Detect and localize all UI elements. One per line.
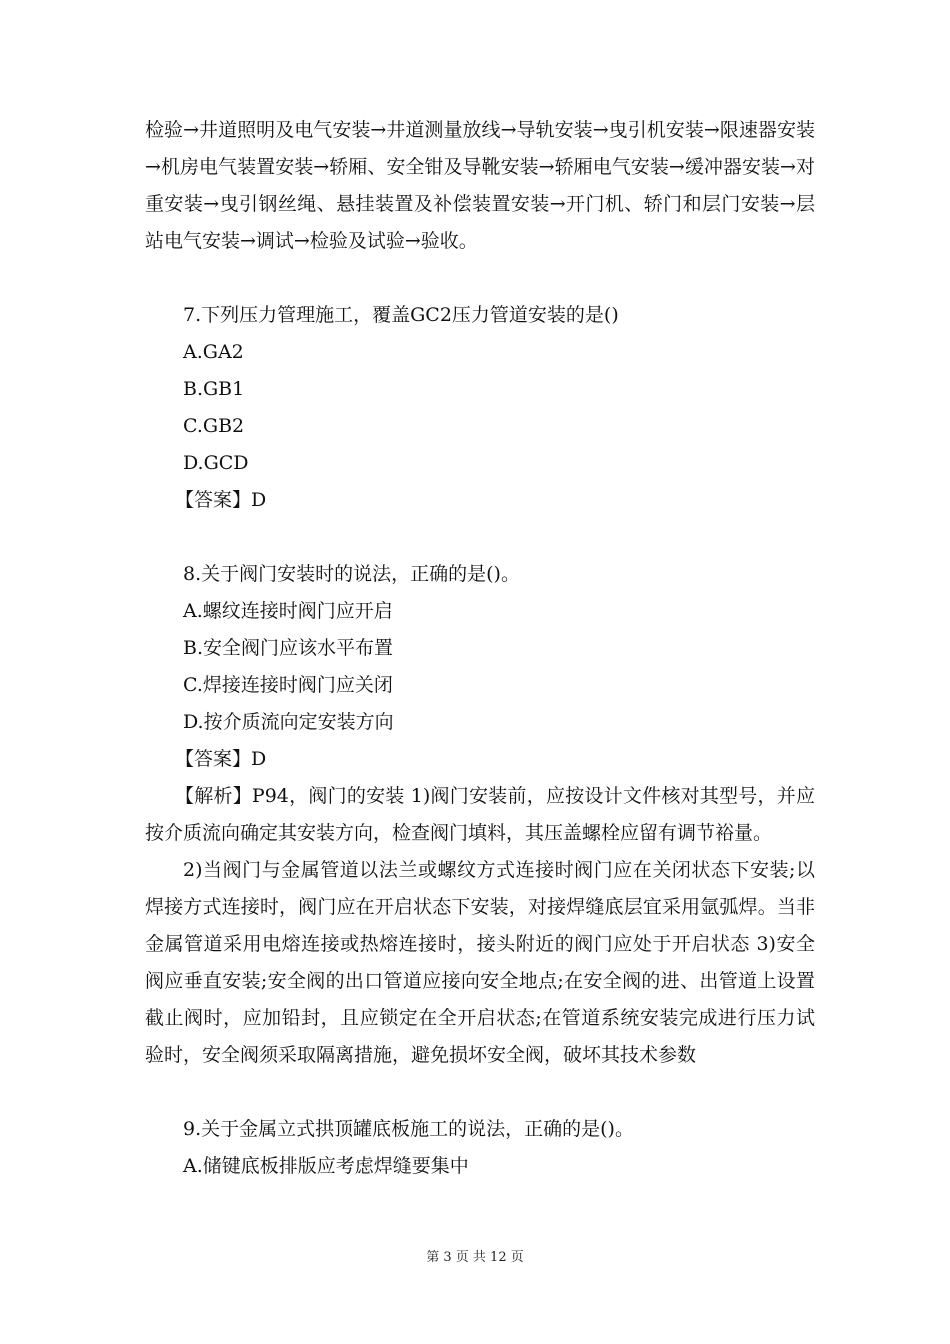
q7-option-a: A.GA2	[183, 341, 244, 363]
q7-option-c: C.GB2	[183, 415, 245, 437]
spacer	[145, 1074, 815, 1111]
page-content	[145, 112, 815, 1185]
q8-option-a: A.螺纹连接时阀门应开启	[183, 600, 393, 622]
q8-question: 8.关于阀门安装时的说法，正确的是()。	[183, 563, 520, 585]
q9-question: 9.关于金属立式拱顶罐底板施工的说法，正确的是()。	[183, 1118, 634, 1140]
q8-answer: 【答案】D	[175, 748, 267, 770]
spacer	[145, 519, 815, 556]
q8-option-d: D.按介质流向定安装方向	[183, 711, 394, 733]
q7-answer: 【答案】D	[175, 489, 267, 511]
q8-option-c: C.焊接连接时阀门应关闭	[183, 674, 393, 696]
q8-option-b: B.安全阀门应该水平布置	[183, 637, 394, 659]
q7-option-d: D.GCD	[183, 452, 249, 474]
q8-analysis-2: 2)当阀门与金属管道以法兰或螺纹方式连接时阀门应在关闭状态下安装;以焊接方式连接时，阀门应在开启状态下安装，对接焊缝底层宜采用氩弧焊。当非金属管道采用电熔连接或热熔连接时，接头附近的阀门应处于开启状态 3)安全阀应垂直安装;安全阀的出口管道应接向安全地点;在安全阀的进、出管道上设置截止阀时，应加铅封，且应锁定在全开启状态;在管道系统安装完成进行压力试验时，安全阀须采取隔离措施，避免损坏安全阀，破坏其技术参数	[145, 859, 815, 1066]
q7-option-b: B.GB1	[183, 378, 245, 400]
intro-paragraph: 检验→井道照明及电气安装→井道测量放线→导轨安装→曳引机安装→限速器安装→机房电气装置安装→轿厢、安全钳及导靴安装→轿厢电气安装→缓冲器安装→对重安装→曳引钢丝绳、悬挂装置及补偿装置安装→开门机、轿门和层门安装→层站电气安装→调试→检验及试验→验收。	[145, 119, 815, 252]
q9-option-a: A.储键底板排版应考虑焊缝要集中	[183, 1155, 469, 1177]
spacer	[145, 260, 815, 297]
q8-analysis-1: 【解析】P94，阀门的安装 1)阀门安装前，应按设计文件核对其型号，并应按介质流向确定其安装方向，检查阀门填料，其压盖螺栓应留有调节裕量。	[145, 785, 815, 844]
q7-question: 7.下列压力管理施工，覆盖GC2压力管道安装的是()	[183, 304, 619, 326]
page-footer: 第 3 页 共 12 页	[426, 1250, 524, 1265]
